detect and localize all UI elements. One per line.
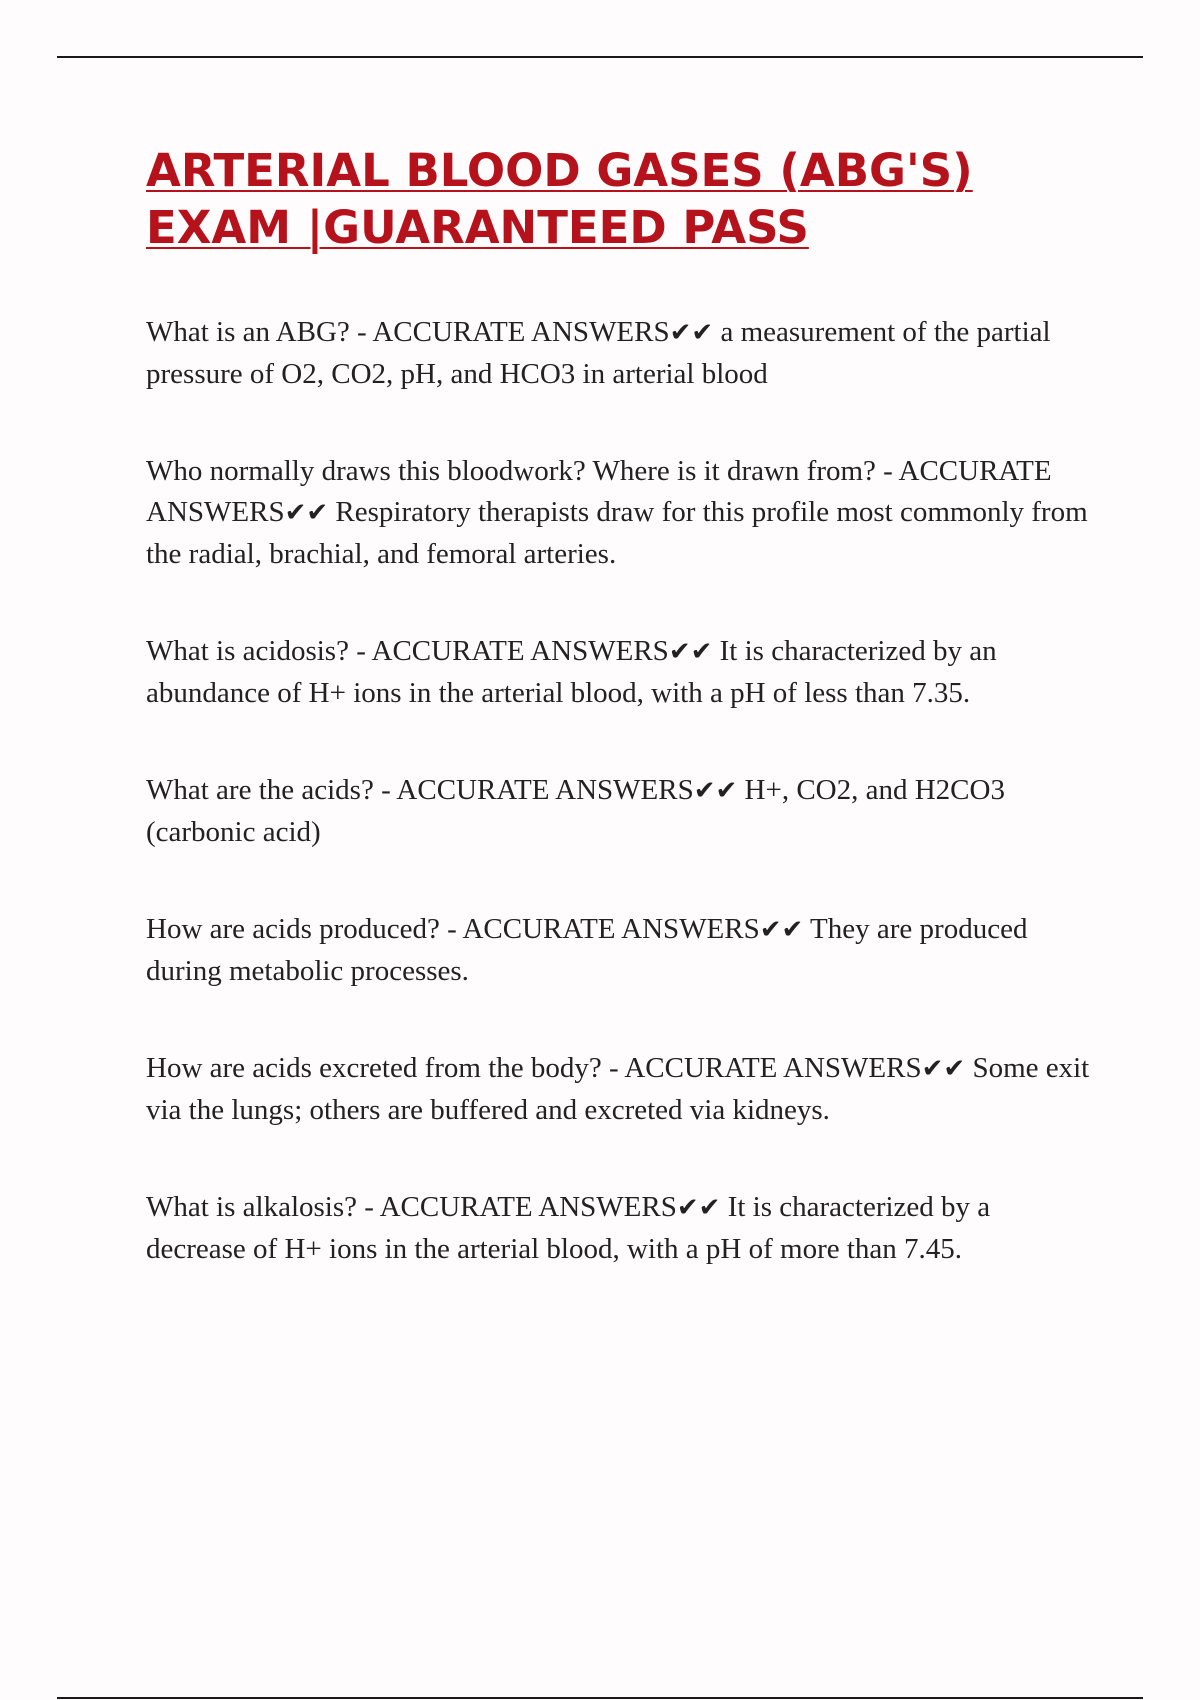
question-text: What are the acids? - bbox=[146, 774, 397, 806]
answer-text: They are produced during metabolic processes. bbox=[146, 913, 1028, 987]
question-text: What is alkalosis? - bbox=[146, 1191, 380, 1223]
answer-text: It is characterized by an abundance of H+ ions in the arterial blood, with a pH of less than 7.35. bbox=[146, 635, 997, 709]
check-icon: ✔✔ bbox=[669, 318, 714, 348]
question-text: What is acidosis? - bbox=[146, 635, 372, 667]
check-icon: ✔✔ bbox=[668, 637, 713, 667]
document-title: ARTERIAL BLOOD GASES (ABG'S) EXAM |GUARANTEED PASS bbox=[146, 144, 973, 254]
answer-marker: ACCURATE ANSWERS bbox=[371, 635, 669, 667]
qa-item bbox=[146, 631, 1096, 714]
answer-marker: ACCURATE ANSWERS bbox=[379, 1191, 677, 1223]
qa-item bbox=[146, 909, 1096, 992]
qa-item bbox=[146, 312, 1096, 395]
qa-list bbox=[146, 312, 1096, 1270]
answer-marker: ACCURATE ANSWERS bbox=[396, 774, 694, 806]
check-icon: ✔✔ bbox=[693, 776, 738, 806]
question-text: What is an ABG? - bbox=[146, 316, 373, 348]
answer-marker: ACCURATE ANSWERS bbox=[462, 913, 760, 945]
top-divider bbox=[57, 56, 1143, 58]
document-body bbox=[146, 142, 1096, 1326]
qa-item bbox=[146, 451, 1096, 575]
answer-marker: ACCURATE ANSWERS bbox=[146, 455, 1052, 528]
check-icon: ✔✔ bbox=[921, 1054, 966, 1084]
answer-text: It is characterized by a decrease of H+ ions in the arterial blood, with a pH of more than 7.45. bbox=[146, 1191, 991, 1265]
answer-text: H+, CO2, and H2CO3 (carbonic acid) bbox=[146, 774, 1005, 848]
answer-text: Some exit via the lungs; others are buffered and excreted via kidneys. bbox=[146, 1052, 1090, 1126]
answer-marker: ACCURATE ANSWERS bbox=[372, 316, 670, 348]
answer-text: Respiratory therapists draw for this profile most commonly from the radial, brachial, and femoral arteries. bbox=[146, 496, 1088, 570]
answer-marker: ACCURATE ANSWERS bbox=[624, 1052, 922, 1084]
qa-item bbox=[146, 1048, 1096, 1131]
question-text: Who normally draws this bloodwork? Where is it drawn from? - bbox=[146, 455, 899, 487]
question-text: How are acids excreted from the body? - bbox=[146, 1052, 625, 1084]
check-icon: ✔✔ bbox=[759, 915, 804, 945]
question-text: How are acids produced? - bbox=[146, 913, 463, 945]
qa-item bbox=[146, 770, 1096, 853]
check-icon: ✔✔ bbox=[676, 1193, 721, 1223]
check-icon: ✔✔ bbox=[284, 498, 329, 528]
qa-item bbox=[146, 1187, 1096, 1270]
bottom-divider bbox=[57, 1697, 1143, 1699]
answer-text: a measurement of the partial pressure of O2, CO2, pH, and HCO3 in arterial blood bbox=[146, 316, 1051, 390]
